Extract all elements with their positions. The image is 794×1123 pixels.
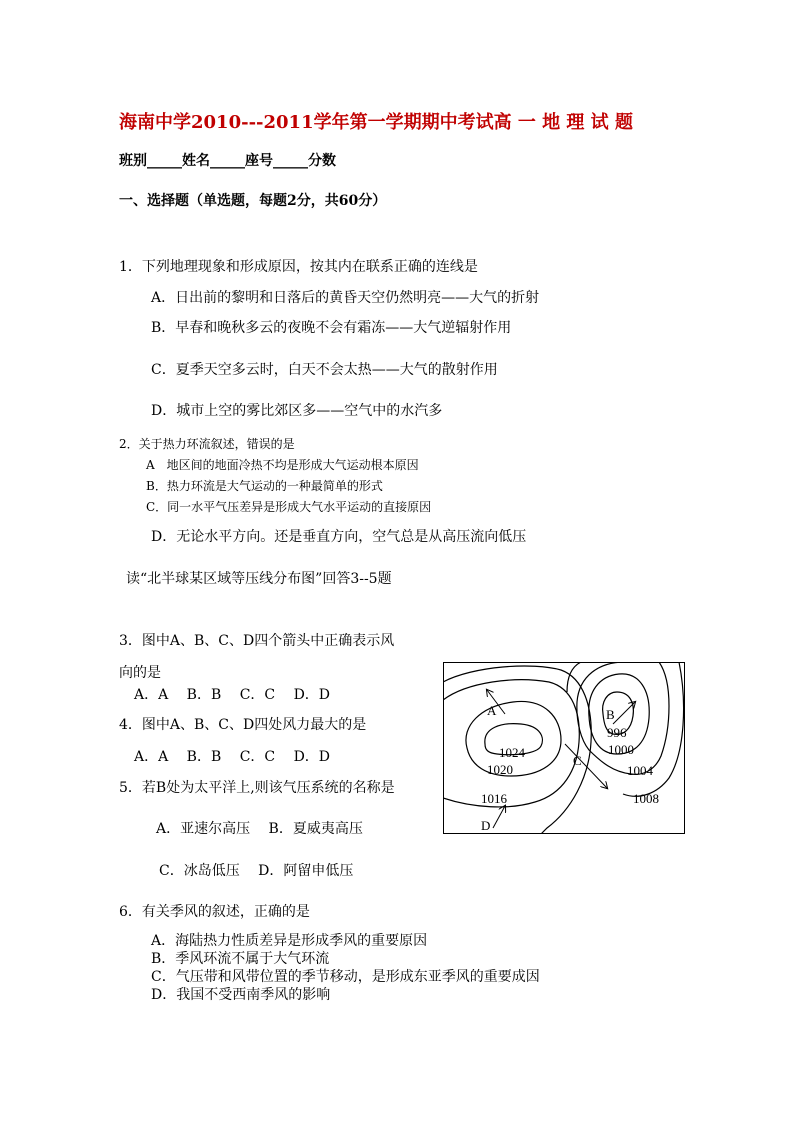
- page-title: 海南中学2010---2011学年第一学期期中考试高 一 地 理 试 题: [119, 112, 633, 133]
- question-2-option-d: D．无论水平方向。还是垂直方向，空气总是从高压流向低压: [151, 529, 527, 545]
- point-label-c: C: [573, 753, 582, 768]
- label-1000: 1000: [608, 742, 634, 757]
- question-5-stem: 5．若B处为太平洋上,则该气压系统的名称是: [119, 780, 395, 796]
- label-1004: 1004: [627, 763, 653, 778]
- question-1-option-a: A．日出前的黎明和日落后的黄昏天空仍然明亮——大气的折射: [151, 290, 540, 306]
- question-3-options: A．A B．B C．C D．D: [134, 687, 331, 703]
- question-1-option-b: B．早春和晚秋多云的夜晚不会有霜冻——大气逆辐射作用: [151, 320, 512, 336]
- question-5-options-row1: A．亚速尔高压 B．夏威夷高压: [156, 821, 363, 837]
- question-2-option-b: B．热力环流是大气运动的一种最简单的形式: [146, 479, 383, 493]
- section-heading: 一、选择题（单选题，每题2分，共60分）: [119, 193, 387, 209]
- question-1-stem: 1．下列地理现象和形成原因，按其内在联系正确的连线是: [119, 259, 478, 275]
- reading-note: 读“北半球某区域等压线分布图”回答3--5题: [126, 571, 392, 587]
- label-1024: 1024: [499, 745, 525, 760]
- point-label-a: A: [487, 703, 497, 718]
- question-3-stem: 3．图中A、B、C、D四个箭头中正确表示风: [119, 633, 395, 649]
- question-6-option-c: C．气压带和风带位置的季节移动，是形成东亚季风的重要成因: [151, 969, 540, 985]
- question-6-option-b: B．季风环流不属于大气环流: [151, 951, 330, 967]
- question-3-stem-cont: 向的是: [119, 665, 161, 681]
- label-1008: 1008: [633, 791, 659, 806]
- student-info-line: 班别_____姓名_____座号_____分数: [119, 153, 336, 169]
- point-label-b: B: [606, 707, 615, 722]
- isobar-map: [443, 662, 685, 834]
- question-2-stem: 2．关于热力环流叙述，错误的是: [119, 437, 295, 451]
- question-5-options-row2: C．冰岛低压 D．阿留申低压: [159, 863, 354, 879]
- question-1-option-d: D．城市上空的雾比郊区多——空气中的水汽多: [151, 403, 443, 419]
- map-frame: [444, 663, 685, 834]
- question-2-option-c: C．同一水平气压差异是形成大气水平运动的直接原因: [146, 500, 432, 514]
- label-1020: 1020: [487, 762, 513, 777]
- question-6-option-a: A．海陆热力性质差异是形成季风的重要原因: [151, 933, 428, 949]
- isobar-map-svg: [443, 662, 685, 834]
- question-1-option-c: C．夏季天空多云时，白天不会太热——大气的散射作用: [151, 362, 498, 378]
- label-1016: 1016: [481, 791, 507, 806]
- question-6-stem: 6．有关季风的叙述，正确的是: [119, 904, 310, 920]
- question-6-option-d: D．我国不受西南季风的影响: [151, 987, 331, 1003]
- label-996: 996: [607, 725, 627, 740]
- question-2-option-a: A 地区间的地面冷热不均是形成大气运动根本原因: [146, 458, 419, 472]
- question-4-options: A．A B．B C．C D．D: [134, 749, 331, 765]
- point-label-d: D: [481, 818, 491, 833]
- question-4-stem: 4．图中A、B、C、D四处风力最大的是: [119, 717, 367, 733]
